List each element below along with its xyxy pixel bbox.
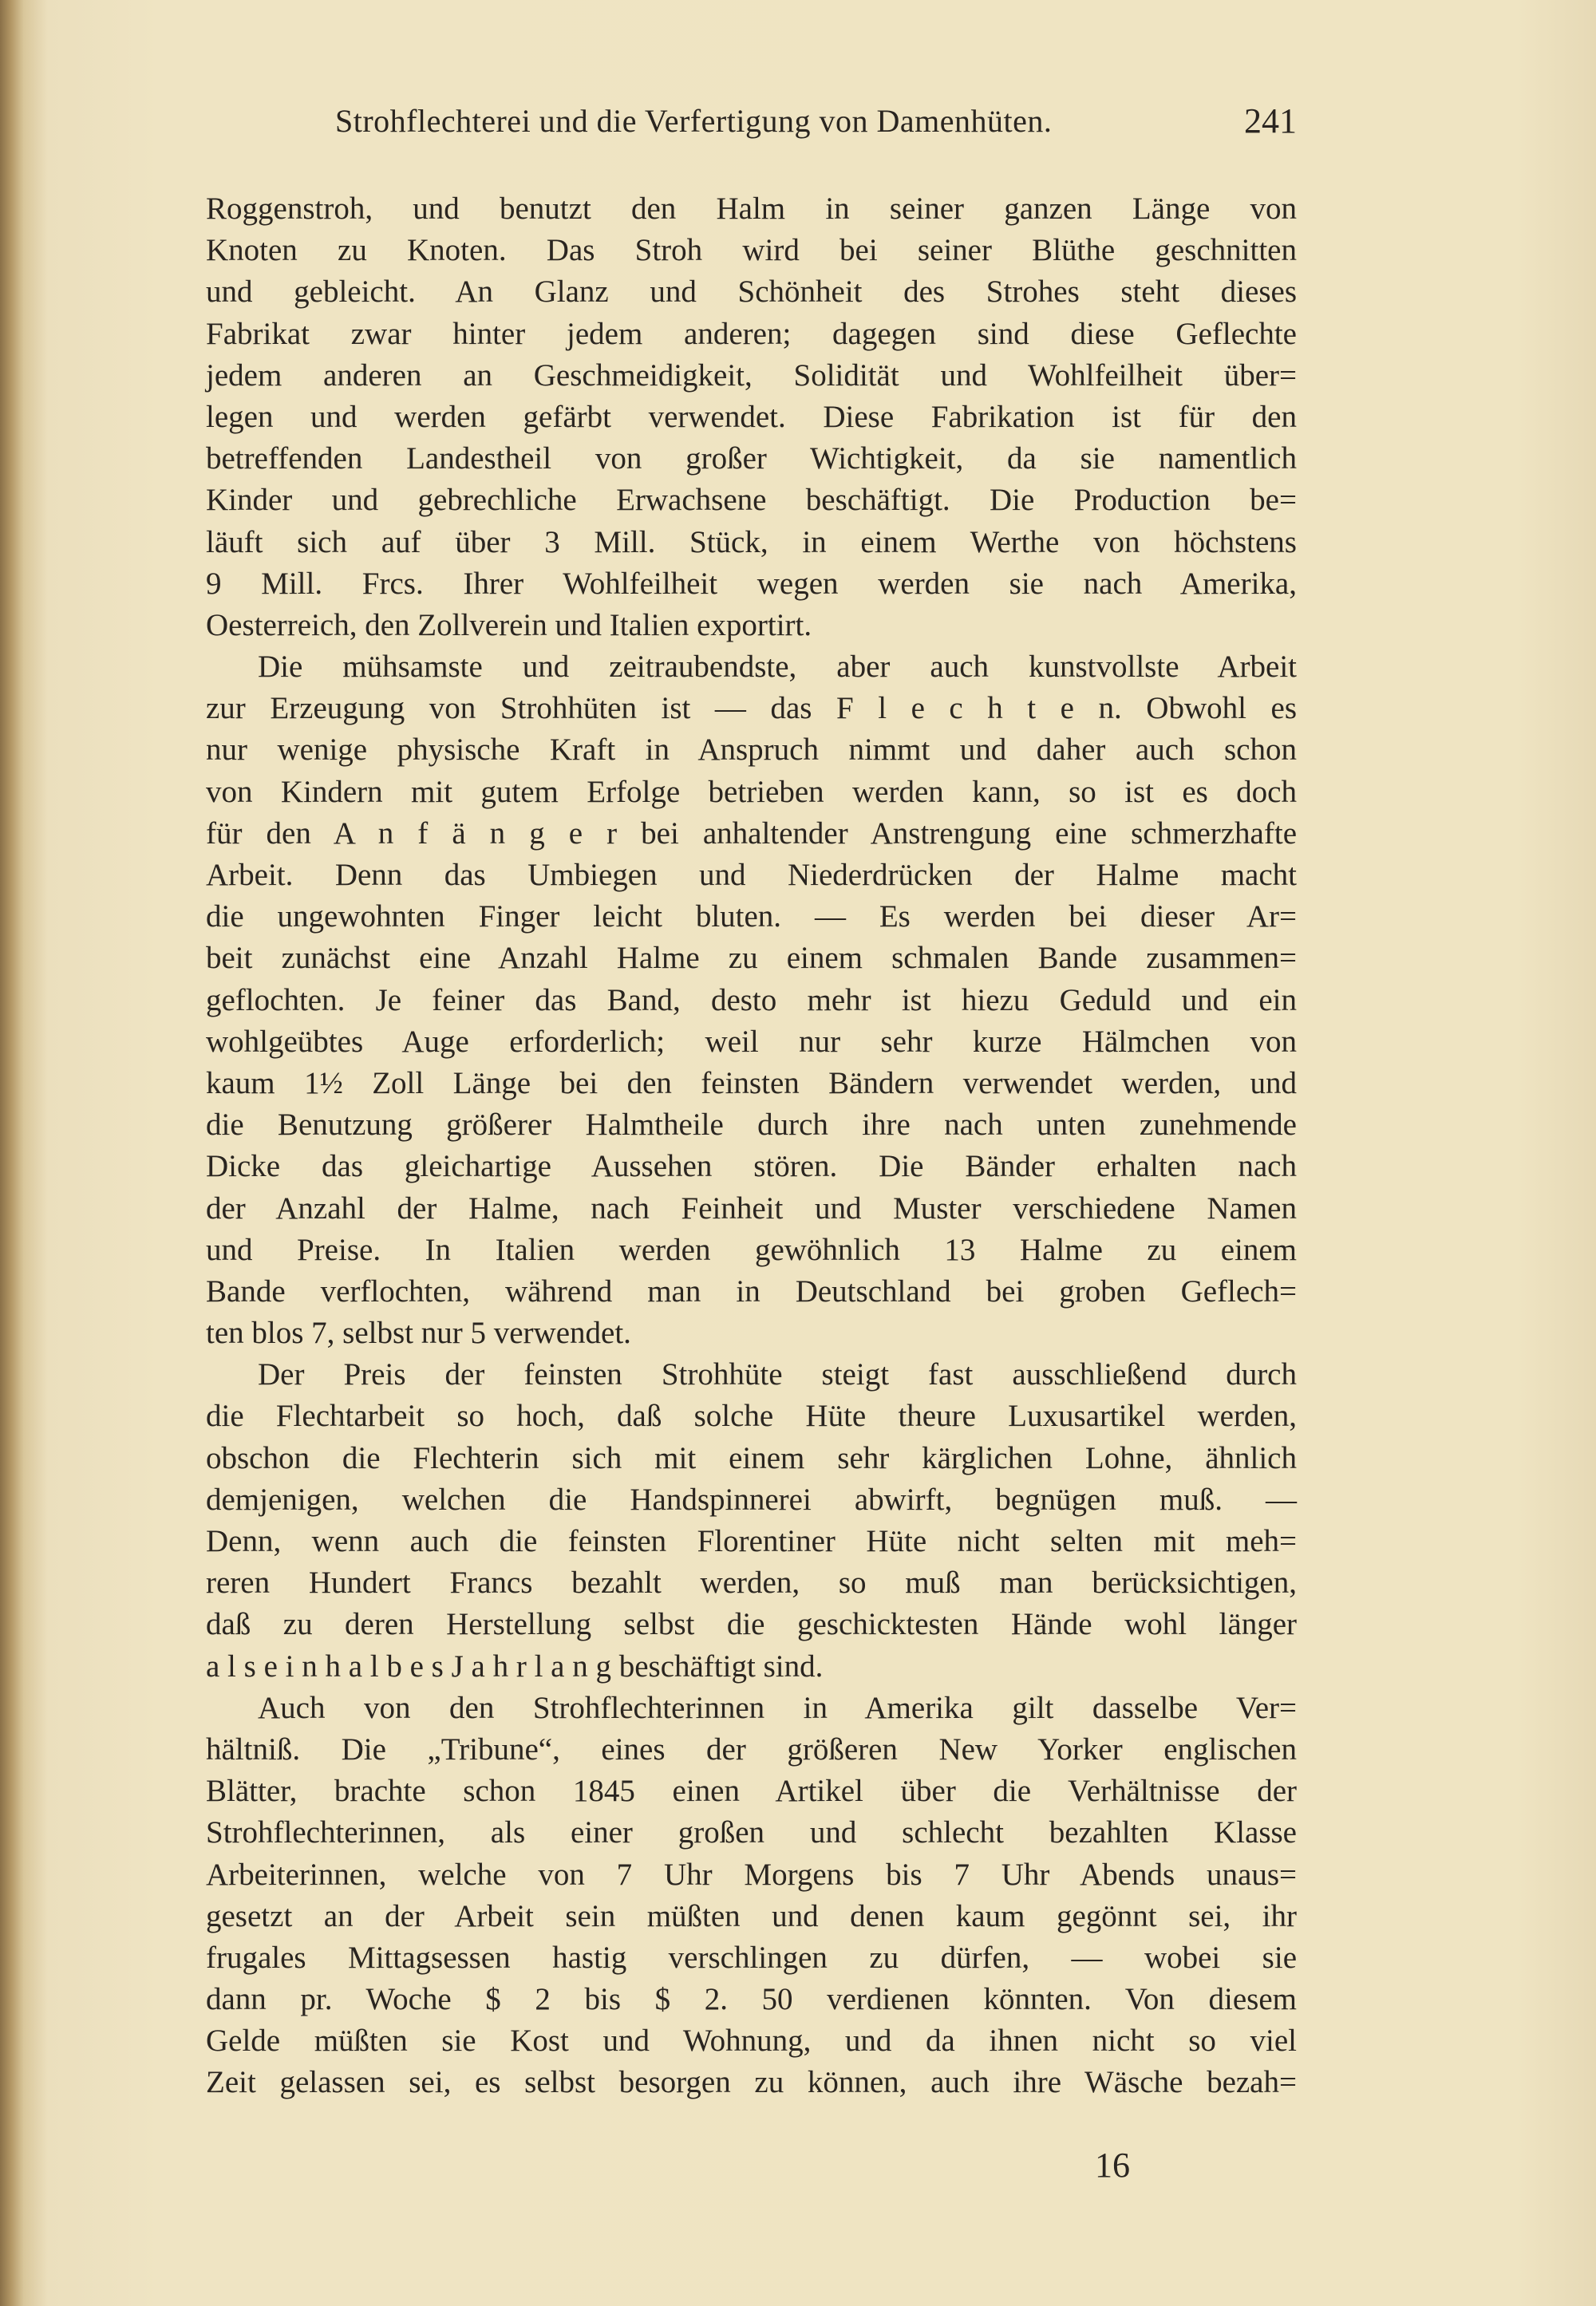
text-line: Roggenstroh, und benutzt den Halm in seiner ganzen Länge von bbox=[206, 192, 1297, 226]
text-line: zur Erzeugung von Strohhüten ist — das F l e c h t e n. Obwohl es bbox=[206, 691, 1297, 726]
text-line: geflochten. Je feiner das Band, desto mehr ist hiezu Geduld und ein bbox=[206, 982, 1297, 1017]
text-line: Der Preis der feinsten Strohhüte steigt fast ausschließend durch bbox=[258, 1357, 1297, 1392]
text-line: Arbeit. Denn das Umbiegen und Niederdrücken der Halme macht bbox=[206, 858, 1297, 892]
text-line: von Kindern mit gutem Erfolge betrieben werden kann, so ist es doch bbox=[206, 774, 1297, 809]
text-line: Auch von den Strohflechterinnen in Amerika gilt dasselbe Ver= bbox=[258, 1690, 1297, 1725]
running-header bbox=[335, 102, 1297, 150]
signature-mark: 16 bbox=[1095, 2146, 1130, 2185]
text-line: a l s e i n h a l b e s J a h r l a n g beschäftigt sind. bbox=[206, 1649, 824, 1684]
paragraph bbox=[206, 646, 1297, 1354]
text-line: die ungewohnten Finger leicht bluten. — Es werden bei dieser Ar= bbox=[206, 899, 1297, 934]
text-line: betreffenden Landestheil von großer Wichtigkeit, da sie namentlich bbox=[206, 441, 1297, 476]
paragraph bbox=[206, 188, 1297, 646]
text-line: Kinder und gebrechliche Erwachsene beschäftigt. Die Production be= bbox=[206, 483, 1297, 518]
text-line: Oesterreich, den Zollverein und Italien exportirt. bbox=[206, 607, 812, 642]
text-line: ten blos 7, selbst nur 5 verwendet. bbox=[206, 1316, 631, 1351]
text-line: 9 Mill. Frcs. Ihrer Wohlfeilheit wegen werden sie nach Amerika, bbox=[206, 566, 1297, 601]
text-line: Strohflechterinnen, als einer großen und schlecht bezahlten Klasse bbox=[206, 1815, 1297, 1850]
page-number: 241 bbox=[1244, 101, 1297, 140]
text-line: Fabrikat zwar hinter jedem anderen; dagegen sind diese Geflechte bbox=[206, 316, 1297, 351]
text-line: Denn, wenn auch die feinsten Florentiner Hüte nicht selten mit meh= bbox=[206, 1524, 1297, 1558]
text-line: beit zunächst eine Anzahl Halme zu einem schmalen Bande zusammen= bbox=[206, 941, 1297, 976]
text-line: reren Hundert Francs bezahlt werden, so muß man berücksichtigen, bbox=[206, 1566, 1297, 1601]
text-line: Dicke das gleichartige Aussehen stören. Die Bänder erhalten nach bbox=[206, 1149, 1297, 1184]
text-line: demjenigen, welchen die Handspinnerei abwirft, begnügen muß. — bbox=[206, 1482, 1297, 1517]
paragraph bbox=[206, 1688, 1297, 2104]
paragraph bbox=[206, 1354, 1297, 1688]
text-line: für den A n f ä n g e r bei anhaltender Anstrengung eine schmerzhafte bbox=[206, 815, 1297, 851]
text-line: die Benutzung größerer Halmtheile durch ihre nach unten zunehmende bbox=[206, 1108, 1297, 1143]
text-line: wohlgeübtes Auge erforderlich; weil nur sehr kurze Hälmchen von bbox=[206, 1024, 1297, 1059]
text-line: legen und werden gefärbt verwendet. Diese Fabrikation ist für den bbox=[206, 399, 1297, 434]
text-line: dann pr. Woche $ 2 bis $ 2. 50 verdienen könnten. Von diesem bbox=[206, 1982, 1297, 2017]
text-line: der Anzahl der Halme, nach Feinheit und Muster verschiedene Namen bbox=[206, 1191, 1297, 1226]
body-text bbox=[206, 188, 1297, 2104]
text-line: nur wenige physische Kraft in Anspruch nimmt und daher auch schon bbox=[206, 732, 1297, 768]
running-header-title: Strohflechterei und die Verfertigung von Damenhüten. bbox=[335, 103, 1053, 139]
text-line: Zeit gelassen sei, es selbst besorgen zu können, auch ihre Wäsche bezah= bbox=[206, 2065, 1297, 2100]
text-line: frugales Mittagsessen hastig verschlingen zu dürfen, — wobei sie bbox=[206, 1940, 1297, 1975]
text-line: jedem anderen an Geschmeidigkeit, Solidität und Wohlfeilheit über= bbox=[206, 357, 1297, 393]
text-line: daß zu deren Herstellung selbst die geschicktesten Hände wohl länger bbox=[206, 1607, 1297, 1642]
text-line: Arbeiterinnen, welche von 7 Uhr Morgens bis 7 Uhr Abends unaus= bbox=[206, 1857, 1297, 1892]
text-line: und gebleicht. An Glanz und Schönheit des Strohes steht dieses bbox=[206, 274, 1297, 310]
text-line: läuft sich auf über 3 Mill. Stück, in einem Werthe von höchstens bbox=[206, 524, 1297, 559]
text-line: Bande verflochten, während man in Deutschland bei groben Geflech= bbox=[206, 1273, 1297, 1309]
text-line: obschon die Flechterin sich mit einem sehr kärglichen Lohne, ähnlich bbox=[206, 1440, 1297, 1475]
text-line: hältniß. Die „Tribune“, eines der größeren New Yorker englischen bbox=[206, 1731, 1297, 1767]
text-line: und Preise. In Italien werden gewöhnlich 13 Halme zu einem bbox=[206, 1232, 1297, 1267]
text-line: kaum 1½ Zoll Länge bei den feinsten Bändern verwendet werden, und bbox=[206, 1065, 1297, 1100]
text-line: Die mühsamste und zeitraubendste, aber auch kunstvollste Arbeit bbox=[258, 650, 1297, 685]
text-line: Gelde müßten sie Kost und Wohnung, und da ihnen nicht so viel bbox=[206, 2024, 1297, 2059]
text-line: gesetzt an der Arbeit sein müßten und denen kaum gegönnt sei, ihr bbox=[206, 1898, 1297, 1933]
text-line: Blätter, brachte schon 1845 einen Artikel über die Verhältnisse der bbox=[206, 1774, 1297, 1809]
text-line: die Flechtarbeit so hoch, daß solche Hüte theure Luxusartikel werden, bbox=[206, 1399, 1297, 1434]
text-line: Knoten zu Knoten. Das Stroh wird bei seiner Blüthe geschnitten bbox=[206, 233, 1297, 268]
